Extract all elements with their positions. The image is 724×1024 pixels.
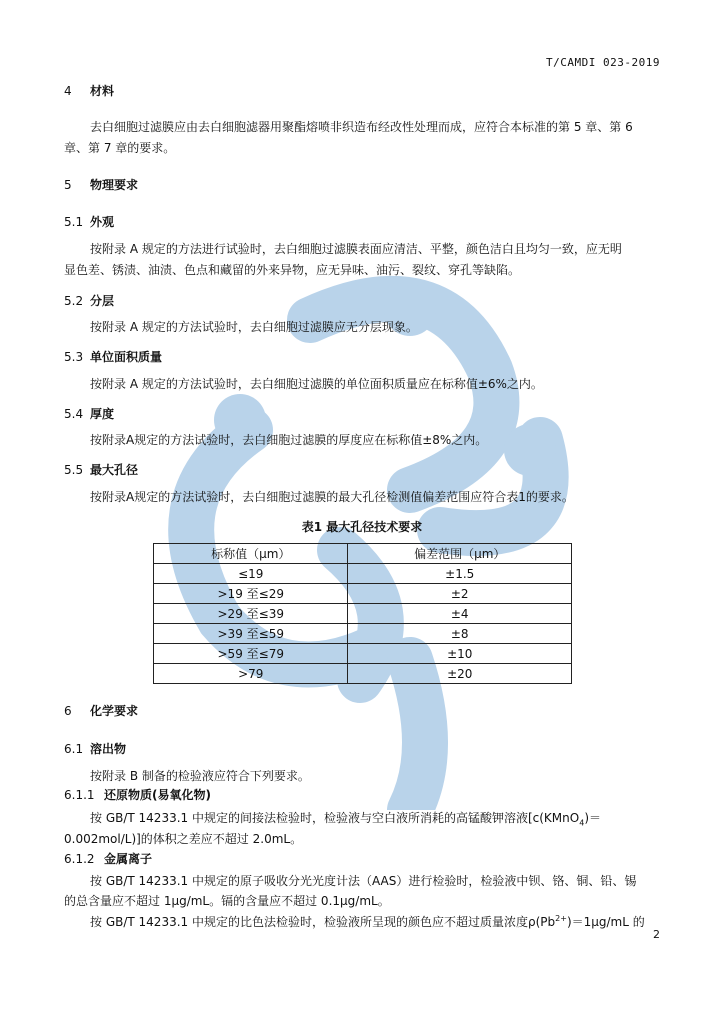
section-6-1-1-heading (64, 786, 211, 803)
section-4-text-line1: 去白细胞过滤膜应由去白细胞滤器用聚酯熔喷非织造布经改性处理而成，应符合本标准的第 5 章、第 6 (90, 120, 633, 134)
nominal-value-cell: ≤19 (154, 564, 348, 584)
max-pore-size-table (153, 543, 572, 684)
section-5-5-heading (64, 461, 138, 478)
text-run: )＝1μg/mL 的 (566, 915, 645, 929)
section-number: 5 (64, 178, 72, 192)
section-number: 5.2 (64, 294, 84, 308)
section-number: 6.1 (64, 742, 84, 756)
section-6-1-1-text-line2: 0.002mol/L)]的体积之差应不超过 2.0mL。 (64, 832, 303, 846)
section-title: 化学要求 (90, 704, 139, 718)
section-6-1-2-text-line3 (64, 907, 660, 934)
section-title: 单位面积质量 (90, 350, 163, 364)
deviation-cell: ±20 (348, 664, 572, 684)
section-5-2-text: 按附录 A 规定的方法试验时，去白细胞过滤膜应无分层现象。 (90, 320, 418, 334)
deviation-cell: ±8 (348, 624, 572, 644)
table-row (154, 604, 572, 624)
section-5-5-text: 按附录A规定的方法试验时，去白细胞过滤膜的最大孔径检测值偏差范围应符合表1的要求。 (90, 490, 574, 504)
section-6-1-text: 按附录 B 制备的检验液应符合下列要求。 (90, 769, 310, 783)
nominal-value-cell: >19 至≤29 (154, 584, 348, 604)
section-title: 还原物质(易氧化物) (104, 788, 211, 802)
deviation-cell: ±2 (348, 584, 572, 604)
section-title: 分层 (90, 294, 115, 308)
section-5-heading (64, 176, 138, 193)
text-run: )＝ (584, 811, 601, 825)
section-5-2-heading (64, 292, 114, 309)
section-4-text-line2: 章、第 7 章的要求。 (64, 141, 176, 155)
deviation-cell: ±4 (348, 604, 572, 624)
section-title: 金属离子 (104, 852, 153, 866)
text-run: 按 GB/T 14233.1 中规定的间接法检验时，检验液与空白液所消耗的高锰酸钾溶液[c(KMnO (90, 811, 580, 825)
table-row (154, 644, 572, 664)
section-number: 5.4 (64, 407, 84, 421)
nominal-value-cell: >29 至≤39 (154, 604, 348, 624)
table-row (154, 584, 572, 604)
section-6-1-heading (64, 740, 126, 757)
section-number: 6.1.1 (64, 788, 95, 802)
section-title: 溶出物 (90, 742, 127, 756)
table-row (154, 664, 572, 684)
superscript: 2+ (555, 914, 567, 923)
section-5-1-text-line1: 按附录 A 规定的方法进行试验时，去白细胞过滤膜表面应清洁、平整，颜色洁白且均匀一致，应无明 (90, 242, 622, 256)
table-caption: 表1 最大孔径技术要求 (301, 520, 423, 534)
deviation-cell: ±10 (348, 644, 572, 664)
section-5-4-heading (64, 405, 114, 422)
column-header: 标称值（μm） (154, 544, 348, 564)
section-title: 物理要求 (90, 178, 139, 192)
section-5-4-text: 按附录A规定的方法试验时，去白细胞过滤膜的厚度应在标称值±8%之内。 (90, 433, 488, 447)
section-5-1-heading (64, 213, 114, 230)
nominal-value-cell: >39 至≤59 (154, 624, 348, 644)
text-run: 按 GB/T 14233.1 中规定的比色法检验时，检验液所呈现的颜色应不超过质量浓度ρ(Pb (90, 915, 556, 929)
section-title: 材料 (90, 84, 115, 98)
nominal-value-cell: >79 (154, 664, 348, 684)
section-number: 5.3 (64, 350, 84, 364)
section-5-3-text: 按附录 A 规定的方法试验时，去白细胞过滤膜的单位面积质量应在标称值±6%之内。 (90, 377, 543, 391)
table-row (154, 564, 572, 584)
column-header: 偏差范围（μm） (348, 544, 572, 564)
page-number: 2 (653, 928, 660, 941)
table-header-row (154, 544, 572, 564)
section-number: 4 (64, 84, 72, 98)
section-6-1-2-heading (64, 850, 152, 867)
section-number: 6.1.2 (64, 852, 95, 866)
section-title: 最大孔径 (90, 463, 139, 477)
nominal-value-cell: >59 至≤79 (154, 644, 348, 664)
section-title: 外观 (90, 215, 115, 229)
deviation-cell: ±1.5 (348, 564, 572, 584)
subscript: 4 (579, 818, 585, 828)
section-6-1-2-text-line1: 按 GB/T 14233.1 中规定的原子吸收分光光度计法（AAS）进行检验时，检验液中钡、铬、铜、铅、锡 (90, 874, 637, 888)
section-number: 6 (64, 704, 72, 718)
section-6-1-2-text-line2: 的总含量应不超过 1μg/mL。镉的含量应不超过 0.1μg/mL。 (64, 894, 390, 908)
section-number: 5.5 (64, 463, 84, 477)
section-title: 厚度 (90, 407, 115, 421)
section-5-3-heading (64, 348, 162, 365)
document-number: T/CAMDI 023-2019 (546, 56, 660, 69)
table-row (154, 624, 572, 644)
section-4-heading (64, 82, 114, 99)
section-number: 5.1 (64, 215, 84, 229)
section-6-heading (64, 702, 138, 719)
section-5-1-text-line2: 显色差、锈渍、油渍、色点和藏留的外来异物，应无异味、油污、裂纹、穿孔等缺陷。 (64, 263, 521, 277)
